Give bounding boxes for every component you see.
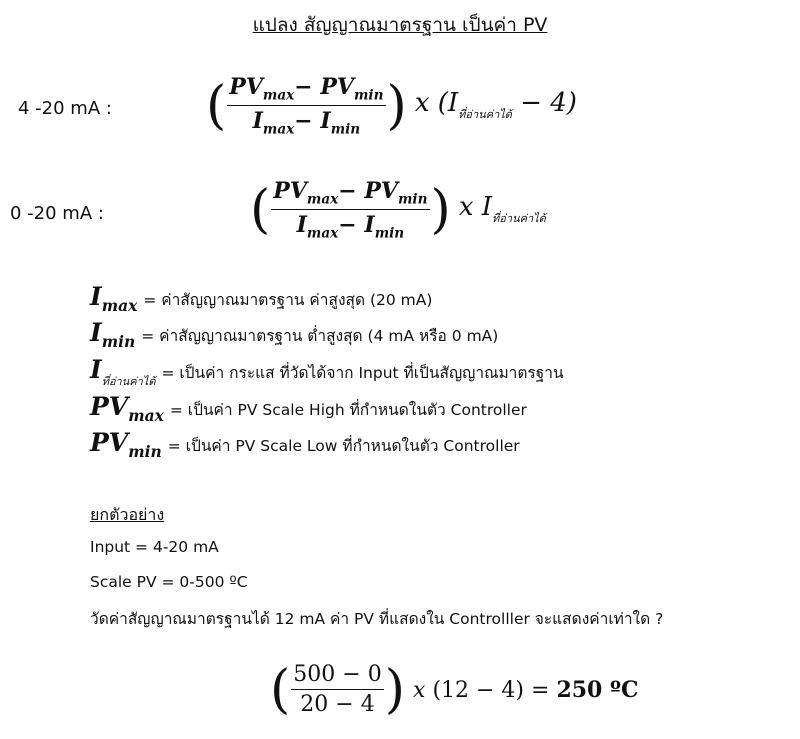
definition-symbol xyxy=(90,428,162,461)
example-fraction xyxy=(291,662,383,717)
definition-text: = เป็นค่า PV Scale Low ที่กำหนดในตัว Controller xyxy=(167,437,520,455)
definition-pvmin xyxy=(90,428,520,461)
num-pv: PV xyxy=(273,178,307,204)
den-op: − xyxy=(338,212,365,239)
i-read: I xyxy=(447,88,459,119)
right-paren: ) xyxy=(430,179,451,240)
symbol-text: I xyxy=(90,318,102,347)
formula-0-20-label: 0 -20 mA : xyxy=(10,203,104,224)
mult-sign: x ( xyxy=(414,88,448,119)
example-denominator: 20 − 4 xyxy=(300,692,375,717)
mult-sign: x xyxy=(413,677,426,703)
i-read: I xyxy=(481,192,493,223)
example-question: วัดค่าสัญญาณมาตรฐานได้ 12 mA ค่า PV ที่แสดงใน Controlller จะแสดงค่าเท่าใด ? xyxy=(90,610,664,628)
right-paren: ) xyxy=(384,659,406,720)
left-paren: ( xyxy=(270,659,291,720)
num-op: − xyxy=(338,178,365,204)
definition-text: = เป็นค่า PV Scale High ที่กำหนดในตัว Controller xyxy=(169,401,527,419)
num-pv: PV xyxy=(229,74,263,100)
symbol-text: PV xyxy=(90,428,129,457)
definition-symbol xyxy=(90,355,155,390)
formula-4-20-label: 4 -20 mA : xyxy=(18,98,112,119)
example-expression: (12 − 4) = xyxy=(432,677,557,703)
den-i2-sub: min xyxy=(330,121,361,138)
den-i-sub: max xyxy=(262,121,295,138)
formula-0-20-denominator xyxy=(295,210,407,241)
formula-4-20-numerator xyxy=(227,74,385,106)
example-scale: Scale PV = 0-500 ºC xyxy=(90,573,248,591)
definition-symbol xyxy=(90,318,135,351)
i-read-sub: ที่อ่านค่าได้ xyxy=(458,108,512,122)
symbol-sub: min xyxy=(101,332,136,351)
num-pv-sub: max xyxy=(306,191,339,208)
formula-0-20-numerator xyxy=(271,178,429,210)
definition-imin xyxy=(90,318,498,351)
definition-iread xyxy=(90,355,564,390)
definition-text: = ค่าสัญญาณมาตรฐาน ค่าสูงสุด (20 mA) xyxy=(143,291,433,309)
definition-text: = ค่าสัญญาณมาตรฐาน ต่ำสูงสุด (4 mA หรือ 0 mA) xyxy=(141,327,499,345)
symbol-text: I xyxy=(90,282,102,311)
definition-symbol xyxy=(90,282,137,315)
formula-0-20-tail xyxy=(459,192,546,227)
formula-0-20 xyxy=(250,178,546,242)
example-result: 250 ºC xyxy=(556,676,639,703)
formula-0-20-fraction xyxy=(271,178,429,242)
left-paren: ( xyxy=(250,179,271,240)
page-title-text: แปลง สัญญาณมาตรฐาน เป็นค่า PV xyxy=(252,14,548,36)
formula-4-20 xyxy=(206,74,577,138)
definition-imax xyxy=(90,282,432,315)
definition-pvmax xyxy=(90,392,527,425)
den-i2-sub: min xyxy=(374,225,405,242)
definition-symbol xyxy=(90,392,164,425)
den-i2: I xyxy=(364,212,375,239)
num-pv2: PV xyxy=(364,178,399,204)
formula-4-20-denominator xyxy=(251,106,363,137)
num-pv-sub: max xyxy=(262,87,295,104)
den-i-sub: max xyxy=(306,225,339,242)
den-i2: I xyxy=(320,108,331,135)
example-numerator: 500 − 0 xyxy=(291,662,383,690)
page-title xyxy=(0,10,800,40)
example-heading: ยกตัวอย่าง xyxy=(90,505,165,524)
den-i: I xyxy=(252,108,263,135)
symbol-text: I xyxy=(90,355,102,384)
example-input: Input = 4-20 mA xyxy=(90,538,219,556)
symbol-text: PV xyxy=(90,392,129,421)
num-pv2-sub: min xyxy=(354,87,384,104)
formula-4-20-fraction xyxy=(227,74,385,138)
symbol-sub: max xyxy=(128,406,164,425)
den-i: I xyxy=(296,212,307,239)
left-paren: ( xyxy=(206,75,227,136)
right-paren: ) xyxy=(386,75,407,136)
num-pv2: PV xyxy=(320,74,355,100)
num-op: − xyxy=(294,74,321,100)
definition-text: = เป็นค่า กระแส ที่วัดได้จาก Input ที่เป็นสัญญาณมาตรฐาน xyxy=(161,364,564,382)
formula-4-20-tail xyxy=(415,88,577,123)
symbol-sub: min xyxy=(128,442,162,461)
example-tail xyxy=(413,677,639,703)
i-read-sub: ที่อ่านค่าได้ xyxy=(492,212,546,226)
den-op: − xyxy=(294,108,321,135)
symbol-sub: ที่อ่านค่าได้ xyxy=(101,375,156,388)
example-formula xyxy=(270,659,639,720)
minus-four: − 4) xyxy=(511,88,577,119)
mult-sign: x xyxy=(458,192,482,223)
num-pv2-sub: min xyxy=(398,191,428,208)
symbol-sub: max xyxy=(101,296,138,315)
